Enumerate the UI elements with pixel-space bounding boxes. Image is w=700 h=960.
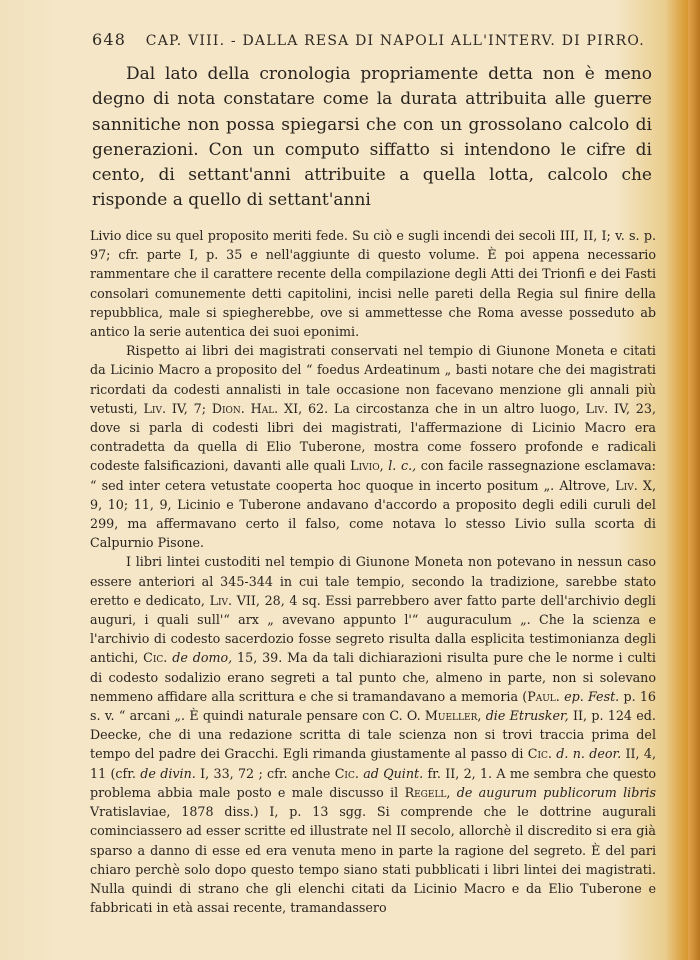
citation-author: Paul. [527,688,560,704]
citation-author: Cic. [334,765,359,781]
citation-author: Liv. [209,592,233,608]
text-run: XI, 62. La circostanza che in un altro luogo, [284,400,580,416]
page-number: 648 [92,30,127,49]
text-run: Vratislaviae, 1878 diss.) I, p. 13 sgg. Si comprende che le dottrine augurali cominciassero ad esser scritte ed illustrate nel II secolo, allorchè il discredito si era già sparso a danno di esse ed era venuta meno in parte la ragione del segreto. È del pari chiaro perchè solo dopo questo tempo siano stati pubblicati i libri lintei dei magistrati. Nulla quindi di strano che gli elenchi citati da Licinio Macro e da Elio Tuberone e fabbricati in età assai recente, tramandassero [90,804,656,916]
text-run: Rispetto ai libri dei magistrati conservati nel tempio di Giunone Moneta e citati da Licinio Macro a proposito del “ foedus Ardeatinum „ basti notare che dei magistrati ricordati da codesti annalisti in tale occasione non facevano menzione gli annali più vetusti, [90,343,656,416]
text-run: 15, 39. Ma da tali dichiarazioni risulta pure che le norme i culti di codesto sodalizio erano segreti a tal punto che, almeno in parte, non si solevano nemmeno affidare alla scrittura e che si tramandavano a memoria ( [90,650,656,704]
citation-title: de domo, [172,650,233,666]
citation-title: de augurum publicorum libris [456,784,656,800]
text-run: fr. II, 2, 1. A me sembra che questo problema abbia male posto e male discusso il [90,765,656,800]
footnotes-block [90,226,656,917]
citation-title: de divin. [140,765,196,781]
citation-author: Livio, [350,458,384,474]
footnote-paragraph-3 [90,552,656,917]
footnote-paragraph-1: Livio dice su quel proposito meriti fede. Su ciò e sugli incendi dei secoli III, II, I; v. s. p. 97; cfr. parte I, p. 35 e nell'aggiunte di questo volume. È poi appena necessario rammentare che il carattere recente della compilazione degli Atti dei Trionfi e dei Fasti consolari comunemente detti capitolini, incisi nelle pareti della Regia sul finire della repubblica, male si spiegherebbe, ove si ammettesse che Roma avesse posseduto ab antico la serie autentica dei suoi eponimi. [90,228,656,340]
citation-title: d. n. deor. [556,746,622,762]
text-run: VII, 28, 4 sq. Essi parrebbero aver fatto parte dell'archivio degli auguri, i quali sull'“ arx „ avevano appunto l'“ auguraculum „. Che la scienza e l'archivio di codesto sacerdozio fosse segreto risulta dalla esplicita testimonianza degli antichi, [90,592,656,666]
text-run: con facile rassegnazione esclamava: “ sed inter cetera vetustate cooperta hoc quoque in incerto positum „. Altrove, [90,458,656,493]
citation-author: Cic. [143,650,168,666]
main-text-block [92,62,652,214]
footnote-paragraph-2 [90,341,656,552]
main-paragraph: Dal lato della cronologia propriamente detta non è meno degno di nota constatare come la durata attribuita alle guerre sannitiche non possa spiegarsi che con un grossolano calcolo di generazioni. Con un computo siffatto si intendono le cifre di cento, di settant'anni attribuite a quella lotta, calcolo che risponde a quello di settant'anni [92,64,652,211]
text-run: II, p. 124 ed. Deecke, che di una redazione scritta di tale scienza non si trovi traccia prima del tempo del padre dei Gracchi. Egli rimanda giustamente al passo di [90,708,656,762]
text-run: X, 9, 10; 11, 9, Licinio e Tuberone andavano d'accordo a proposito degli edili curuli del 299, ma affermavano certo il falso, come notava lo stesso Livio sulla scorta di Calpurnio Pisone. [90,477,656,551]
citation-title: ad Quint. [363,765,424,781]
citation-title: l. c., [388,458,417,474]
text-run: IV, 23, dove si parla di codesti libri dei magistrati, l'affermazione di Licinio Macro era contradetta da quella di Elio Tuberone, mostra come fossero profonde e radicali codeste falsificazioni, davanti alle quali [90,400,656,474]
citation-title: die Etrusker, [485,708,569,724]
citation-author: Mueller, [424,708,482,724]
citation-author: Dion. Hal. [211,400,279,416]
citation-author: Regell, [404,784,451,800]
text-run: I libri lintei custoditi nel tempio di Giunone Moneta non potevano in nessun caso essere anteriori al 345-344 in cui tale tempio, secondo la tradizione, sarebbe stato eretto e dedicato, [90,554,656,608]
running-header [92,30,652,49]
text-run: IV, 7; [171,400,206,416]
citation-author: Cic. [527,746,552,762]
citation-author: Liv. [615,477,638,493]
page-edge [688,0,700,960]
citation-author: Liv. [585,400,609,416]
citation-author: Liv. [143,400,166,416]
text-run: p. 16 s. v. “ arcani „. È quindi naturale pensare con C. O. [90,688,656,724]
running-title: CAP. VIII. - DALLA RESA DI NAPOLI ALL'INTERV. DI PIRRO. [145,33,645,49]
text-run: II, 4, 11 (cfr. [90,746,656,781]
citation-title: ep. Fest. [564,688,620,704]
text-run: I, 33, 72 ; cfr. anche [200,765,331,781]
